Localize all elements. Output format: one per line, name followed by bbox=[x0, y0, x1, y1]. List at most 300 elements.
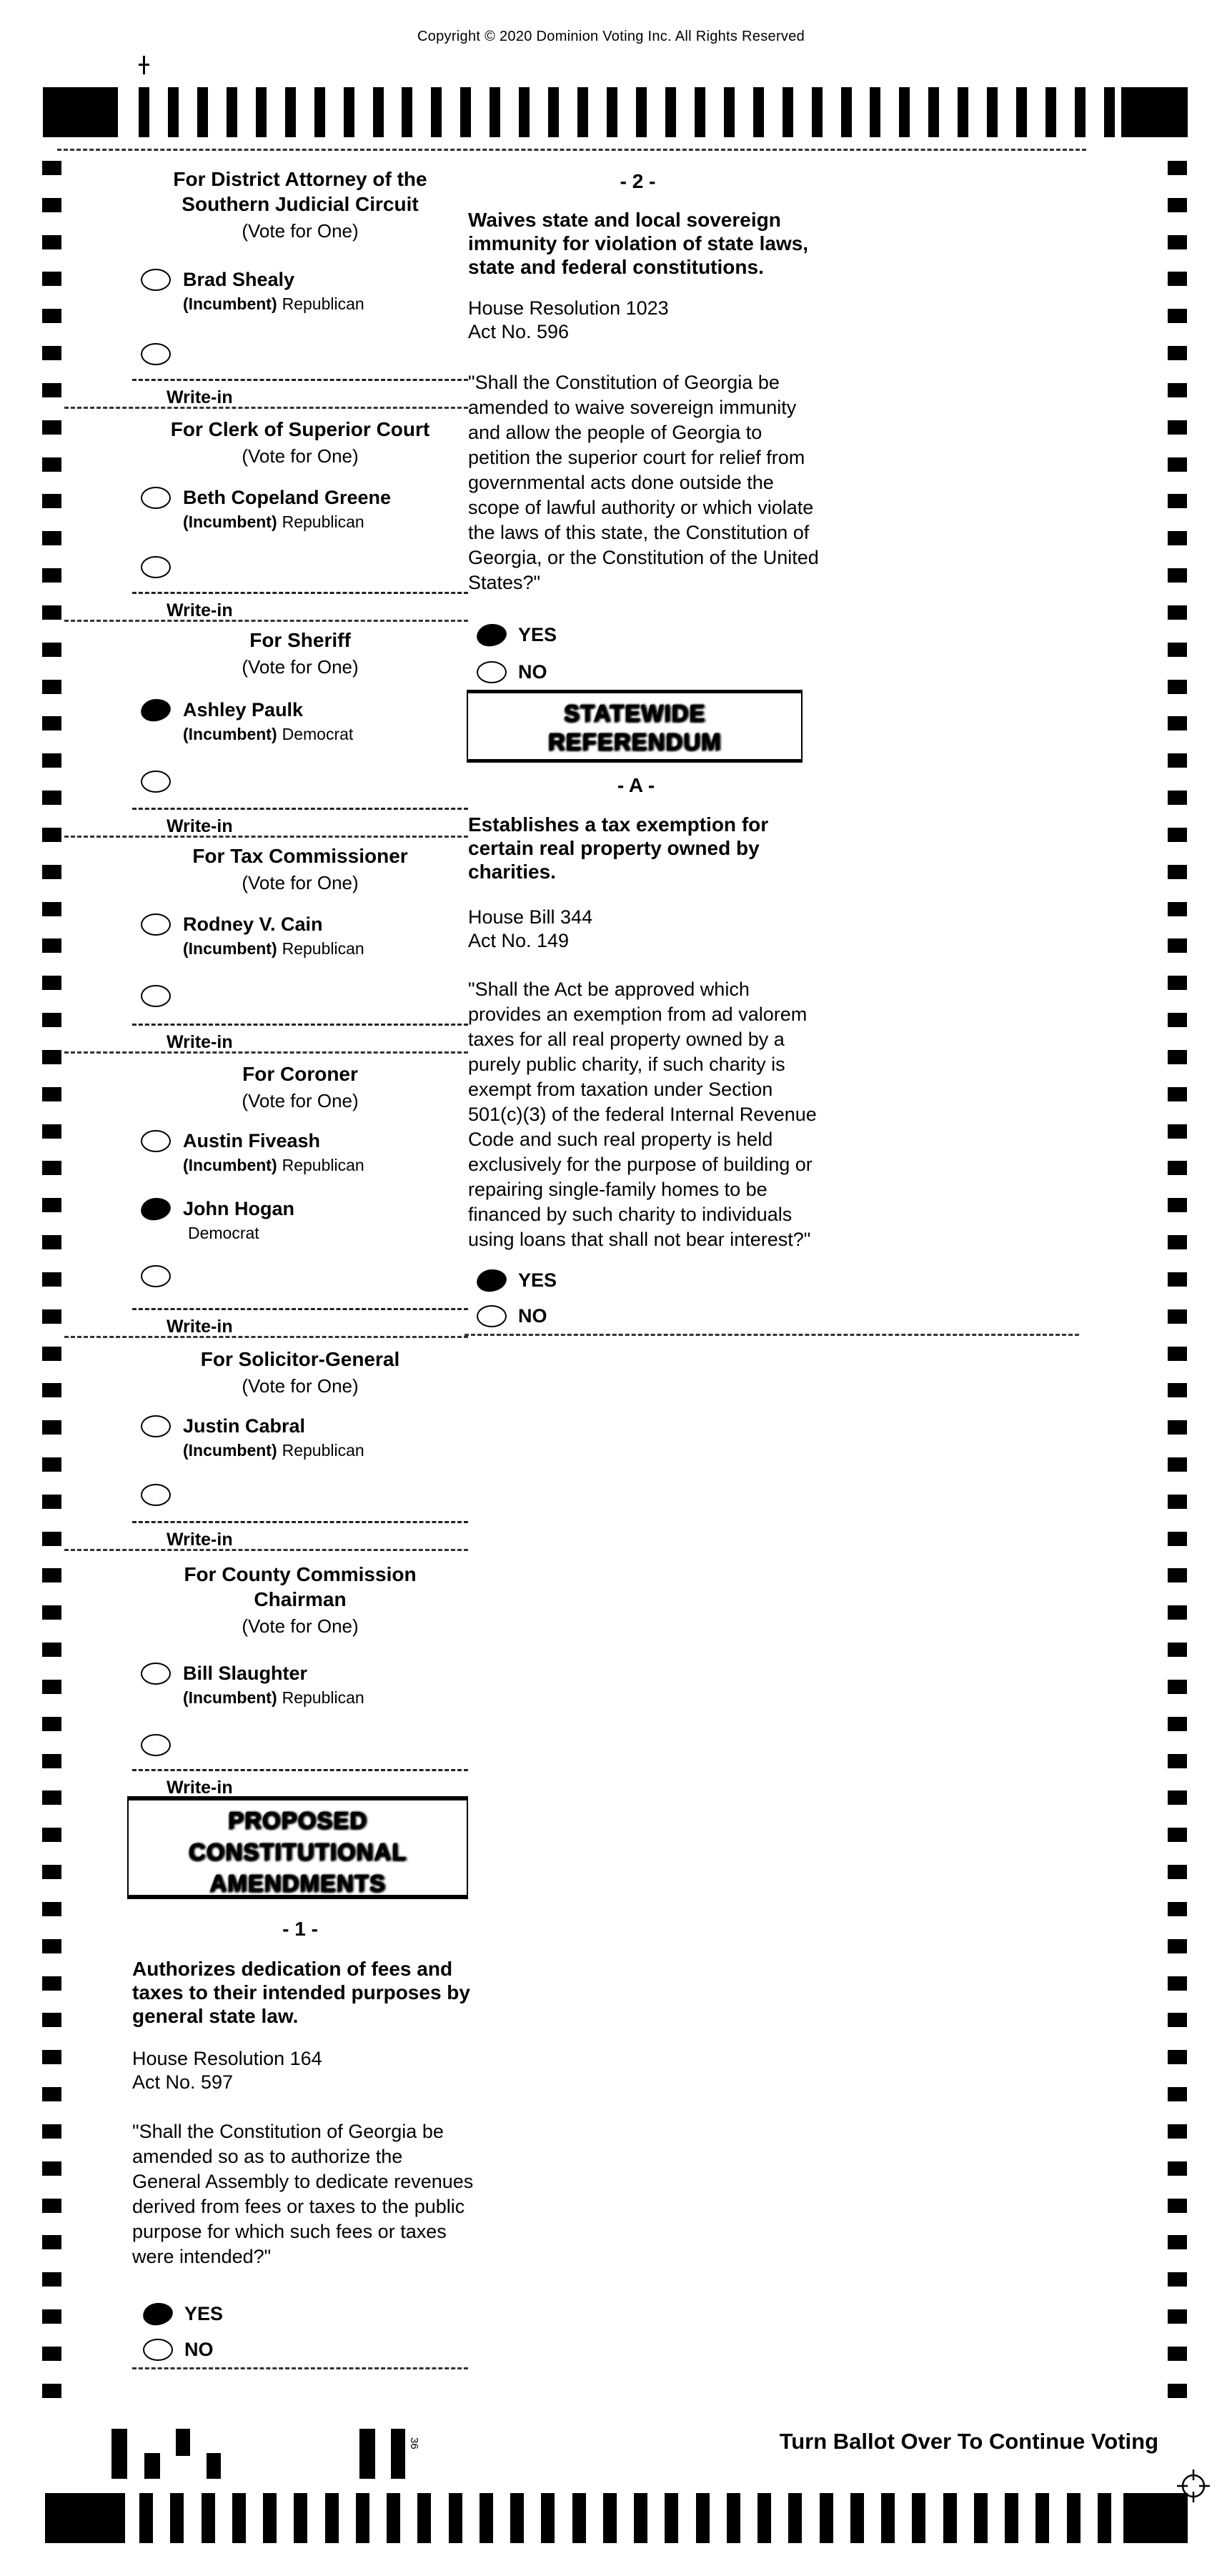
yes-oval-filled[interactable] bbox=[141, 2302, 174, 2327]
timing-mark bbox=[42, 2013, 61, 2027]
timing-mark bbox=[42, 531, 61, 545]
timing-mark bbox=[42, 457, 61, 472]
timing-mark bbox=[42, 2272, 61, 2287]
contest-title: Southern Judicial Circuit bbox=[182, 193, 419, 215]
contest-title: For Sheriff bbox=[249, 629, 351, 651]
timing-mark bbox=[1168, 1013, 1187, 1027]
write-in-oval[interactable] bbox=[141, 1734, 171, 1756]
timing-mark bbox=[899, 87, 910, 137]
candidate-name: Ashley Paulk bbox=[183, 699, 304, 720]
timing-mark bbox=[1168, 420, 1187, 435]
timing-mark bbox=[1168, 161, 1187, 175]
timing-mark bbox=[1168, 1902, 1187, 1916]
timing-mark bbox=[1168, 1198, 1187, 1212]
timing-mark bbox=[285, 87, 296, 137]
timing-mark bbox=[1168, 531, 1187, 545]
timing-mark bbox=[42, 1976, 61, 1991]
candidate-party: (Incumbent) Republican bbox=[183, 294, 364, 313]
timing-mark bbox=[42, 420, 61, 435]
timing-block-bottom-left bbox=[45, 2493, 125, 2543]
no-oval[interactable] bbox=[477, 661, 507, 683]
timing-mark bbox=[850, 2493, 864, 2543]
timing-mark bbox=[636, 87, 647, 137]
vote-for-instruction: (Vote for One) bbox=[242, 445, 359, 467]
timing-mark bbox=[387, 2493, 400, 2543]
act-number-ref: Act No. 149 bbox=[468, 930, 570, 951]
contest-header-clerk bbox=[132, 417, 468, 467]
timing-mark bbox=[1168, 2013, 1187, 2027]
timing-mark bbox=[1168, 1383, 1187, 1397]
timing-mark bbox=[1168, 1050, 1187, 1064]
timing-mark bbox=[1168, 1605, 1187, 1620]
timing-mark bbox=[42, 1865, 61, 1879]
yes-oval-filled[interactable] bbox=[475, 1268, 507, 1293]
timing-block-top-left bbox=[43, 87, 118, 137]
write-in-section bbox=[132, 1521, 468, 1550]
timing-mark bbox=[42, 1235, 61, 1249]
amendments-section-box bbox=[127, 1796, 468, 1899]
timing-mark bbox=[139, 2493, 153, 2543]
no-oval[interactable] bbox=[143, 2339, 173, 2361]
timing-mark bbox=[42, 1457, 61, 1472]
timing-mark bbox=[139, 87, 149, 137]
timing-mark bbox=[42, 1790, 61, 1805]
timing-mark bbox=[1168, 457, 1187, 472]
timing-mark bbox=[1168, 346, 1187, 360]
timing-mark bbox=[256, 87, 267, 137]
timing-mark bbox=[42, 605, 61, 620]
measure-number: - 1 - bbox=[282, 1918, 318, 1940]
timing-mark bbox=[42, 716, 61, 730]
timing-mark bbox=[42, 902, 61, 916]
timing-mark bbox=[263, 2493, 277, 2543]
timing-mark bbox=[1168, 2309, 1187, 2324]
measure-number: - 2 - bbox=[620, 170, 656, 192]
yes-row bbox=[477, 1269, 557, 1292]
timing-mark bbox=[1168, 2272, 1187, 2287]
timing-mark bbox=[42, 1124, 61, 1139]
timing-mark bbox=[974, 2493, 988, 2543]
timing-mark bbox=[42, 1309, 61, 1324]
write-in-label: Write-in bbox=[167, 1317, 233, 1337]
no-label: NO bbox=[518, 1305, 547, 1327]
candidate-row bbox=[141, 1663, 364, 1708]
measure-question: "Shall the Constitution of Georgia be amended to waive sovereign immunity and allow the people of Georgia to petition the superior court for relief from governmental acts done outside the scope of lawful authority or which violate the laws of this state, the Constitution of Georgia, or the Constitution of the United States?" bbox=[468, 372, 819, 593]
timing-mark bbox=[42, 2347, 61, 2361]
timing-mark bbox=[958, 87, 968, 137]
timing-mark bbox=[841, 87, 852, 137]
timing-mark bbox=[1168, 1235, 1187, 1249]
timing-mark bbox=[480, 2493, 493, 2543]
timing-mark bbox=[1168, 1124, 1187, 1139]
timing-mark bbox=[1168, 309, 1187, 323]
timing-mark bbox=[42, 2050, 61, 2064]
timing-mark bbox=[757, 2493, 771, 2543]
timing-mark bbox=[202, 2493, 215, 2543]
yes-label: YES bbox=[518, 624, 557, 645]
timing-mark bbox=[1104, 87, 1115, 137]
ballot-barcode-bar bbox=[391, 2429, 405, 2479]
write-in-oval[interactable] bbox=[141, 985, 171, 1007]
candidate-row bbox=[141, 269, 364, 314]
timing-mark bbox=[42, 1050, 61, 1064]
timing-mark bbox=[1168, 1976, 1187, 1991]
timing-mark bbox=[42, 1717, 61, 1731]
contest-title: Chairman bbox=[254, 1588, 347, 1610]
timing-mark bbox=[417, 2493, 431, 2543]
timing-mark bbox=[1168, 791, 1187, 805]
candidate-row bbox=[141, 699, 353, 744]
timing-mark bbox=[1168, 605, 1187, 620]
timing-mark bbox=[197, 87, 208, 137]
vote-for-instruction: (Vote for One) bbox=[242, 1090, 359, 1111]
timing-mark bbox=[1168, 1347, 1187, 1361]
stub-number: 36 bbox=[408, 2437, 420, 2449]
timing-mark bbox=[42, 494, 61, 508]
write-in-line[interactable] bbox=[132, 379, 468, 381]
timing-mark bbox=[812, 87, 823, 137]
timing-mark bbox=[572, 2493, 586, 2543]
timing-mark bbox=[607, 87, 617, 137]
contest-header-sheriff bbox=[132, 628, 468, 678]
timing-mark bbox=[1168, 1309, 1187, 1324]
timing-mark bbox=[431, 87, 442, 137]
measure-references bbox=[468, 297, 808, 344]
timing-row-top bbox=[139, 87, 1115, 137]
timing-mark bbox=[1075, 87, 1086, 137]
turn-ballot-over-text: Turn Ballot Over To Continue Voting bbox=[779, 2429, 1158, 2454]
timing-mark bbox=[1168, 1161, 1187, 1175]
timing-mark bbox=[912, 2493, 925, 2543]
timing-mark bbox=[1168, 680, 1187, 694]
timing-mark bbox=[1168, 2161, 1187, 2176]
timing-mark bbox=[1168, 235, 1187, 249]
candidate-row bbox=[141, 1415, 364, 1460]
no-label: NO bbox=[518, 661, 547, 683]
yes-oval-filled[interactable] bbox=[475, 623, 507, 648]
timing-mark bbox=[42, 1532, 61, 1546]
timing-mark bbox=[42, 976, 61, 990]
timing-mark bbox=[870, 87, 880, 137]
write-in-oval[interactable] bbox=[141, 343, 171, 365]
contest-title: For Coroner bbox=[242, 1063, 358, 1085]
timing-mark bbox=[1168, 1939, 1187, 1953]
measure-summary: Authorizes dedication of fees and taxes to their intended purposes by general state law. bbox=[132, 1958, 470, 2027]
copyright-text: Copyright © 2020 Dominion Voting Inc. All Rights Reserved bbox=[417, 29, 805, 44]
timing-mark bbox=[634, 2493, 647, 2543]
timing-mark bbox=[42, 235, 61, 249]
timing-mark bbox=[1168, 568, 1187, 583]
timing-mark bbox=[1168, 1495, 1187, 1509]
contest-header-county-commission bbox=[132, 1562, 468, 1638]
timing-mark bbox=[42, 828, 61, 842]
timing-column-left bbox=[42, 161, 61, 2398]
vote-for-instruction: (Vote for One) bbox=[242, 1615, 359, 1637]
vote-oval[interactable] bbox=[141, 269, 171, 291]
write-in-section bbox=[132, 592, 468, 621]
timing-mark bbox=[42, 568, 61, 583]
section-divider-top bbox=[57, 149, 1086, 151]
timing-mark bbox=[42, 2384, 61, 2398]
timing-mark bbox=[42, 198, 61, 212]
timing-mark bbox=[1168, 2050, 1187, 2064]
candidate-party: (Incumbent) Republican bbox=[183, 1688, 364, 1707]
timing-mark bbox=[42, 1420, 61, 1435]
timing-mark bbox=[1168, 2199, 1187, 2213]
timing-mark bbox=[42, 2199, 61, 2213]
timing-mark bbox=[42, 272, 61, 286]
timing-column-right bbox=[1168, 161, 1187, 2398]
vote-oval-filled[interactable] bbox=[139, 1197, 172, 1222]
timing-mark bbox=[1016, 87, 1027, 137]
timing-mark bbox=[170, 2493, 184, 2543]
timing-mark bbox=[42, 2309, 61, 2324]
no-row bbox=[477, 661, 547, 683]
write-in-line[interactable] bbox=[132, 1024, 468, 1026]
timing-mark bbox=[1168, 938, 1187, 953]
section-divider bbox=[64, 1336, 468, 1338]
house-resolution-ref: House Resolution 1023 bbox=[468, 297, 669, 319]
timing-mark bbox=[402, 87, 412, 137]
write-in-line[interactable] bbox=[132, 808, 468, 810]
no-label: NO bbox=[184, 2339, 214, 2360]
candidate-party: (Incumbent) Democrat bbox=[183, 725, 354, 743]
timing-mark bbox=[42, 1643, 61, 1657]
timing-mark bbox=[42, 1828, 61, 1842]
candidate-row bbox=[141, 1130, 364, 1175]
timing-mark bbox=[1168, 1717, 1187, 1731]
write-in-oval[interactable] bbox=[141, 556, 171, 578]
timing-row-bottom bbox=[139, 2493, 1111, 2543]
candidate-name: Austin Fiveash bbox=[183, 1130, 321, 1151]
timing-mark bbox=[42, 1680, 61, 1694]
timing-mark bbox=[1168, 865, 1187, 879]
timing-mark bbox=[42, 1939, 61, 1953]
timing-mark bbox=[577, 87, 588, 137]
timing-mark bbox=[42, 1087, 61, 1101]
timing-mark bbox=[1168, 1680, 1187, 1694]
timing-mark bbox=[1168, 198, 1187, 212]
timing-mark bbox=[727, 2493, 740, 2543]
measure-question: "Shall the Constitution of Georgia be amended so as to authorize the General Assembly to dedicate revenues derived from fees or taxes to the public purpose for which such fees or taxes were intended?" bbox=[132, 2121, 474, 2267]
candidate-party: (Incumbent) Republican bbox=[183, 512, 364, 531]
candidate-row bbox=[141, 1198, 294, 1243]
timing-mark bbox=[1168, 716, 1187, 730]
timing-mark bbox=[42, 1568, 61, 1582]
timing-mark bbox=[1168, 2384, 1187, 2398]
write-in-line[interactable] bbox=[132, 592, 468, 594]
timing-mark bbox=[1168, 1087, 1187, 1101]
write-in-label: Write-in bbox=[167, 387, 233, 407]
write-in-section bbox=[132, 808, 468, 837]
referendum-section-box bbox=[467, 690, 803, 763]
candidate-row bbox=[141, 487, 391, 532]
timing-mark bbox=[783, 87, 793, 137]
timing-mark bbox=[42, 346, 61, 360]
timing-mark bbox=[1168, 643, 1187, 657]
candidate-name: Justin Cabral bbox=[183, 1415, 306, 1437]
section-divider bbox=[132, 2367, 468, 2369]
yes-label: YES bbox=[184, 2303, 224, 2324]
vote-oval[interactable] bbox=[141, 913, 171, 936]
vote-for-instruction: (Vote for One) bbox=[242, 656, 359, 678]
timing-mark bbox=[603, 2493, 617, 2543]
measure-number: - A - bbox=[617, 774, 655, 796]
timing-mark bbox=[42, 1161, 61, 1175]
timing-mark bbox=[42, 383, 61, 397]
timing-mark bbox=[42, 309, 61, 323]
candidate-party: (Incumbent) Republican bbox=[183, 1156, 364, 1174]
write-in-line[interactable] bbox=[132, 1308, 468, 1310]
timing-mark bbox=[1168, 1754, 1187, 1768]
timing-mark bbox=[987, 87, 998, 137]
timing-mark bbox=[1168, 1420, 1187, 1435]
write-in-label: Write-in bbox=[167, 816, 233, 836]
timing-mark bbox=[1168, 2124, 1187, 2139]
yes-row bbox=[477, 624, 557, 646]
vote-oval-filled[interactable] bbox=[139, 698, 172, 723]
timing-mark bbox=[490, 87, 500, 137]
contest-title: For County Commission bbox=[184, 1563, 417, 1585]
timing-mark bbox=[510, 2493, 524, 2543]
timing-mark bbox=[42, 2124, 61, 2139]
write-in-section bbox=[132, 1308, 468, 1337]
timing-mark bbox=[1168, 1568, 1187, 1582]
contest-title: For Solicitor-General bbox=[200, 1348, 400, 1370]
timing-mark bbox=[42, 1198, 61, 1212]
timing-mark bbox=[1168, 2347, 1187, 2361]
candidate-name: Bill Slaughter bbox=[183, 1663, 308, 1684]
timing-mark bbox=[294, 2493, 307, 2543]
write-in-oval[interactable] bbox=[141, 1265, 171, 1287]
candidate-party: Democrat bbox=[188, 1224, 259, 1242]
timing-block-top-right bbox=[1121, 87, 1188, 137]
ballot-barcode-bar bbox=[111, 2429, 127, 2479]
house-resolution-ref: House Resolution 164 bbox=[132, 2048, 322, 2069]
timing-mark bbox=[1168, 1828, 1187, 1842]
section-divider bbox=[64, 1051, 468, 1054]
write-in-oval[interactable] bbox=[141, 1484, 171, 1506]
candidate-name: Beth Copeland Greene bbox=[183, 487, 392, 508]
timing-mark bbox=[168, 87, 179, 137]
timing-mark bbox=[42, 1347, 61, 1361]
timing-mark bbox=[943, 2493, 957, 2543]
write-in-label: Write-in bbox=[167, 600, 233, 620]
write-in-section bbox=[132, 379, 468, 408]
timing-mark bbox=[928, 87, 939, 137]
timing-mark bbox=[665, 87, 676, 137]
act-number-ref: Act No. 597 bbox=[132, 2071, 234, 2093]
timing-mark bbox=[1067, 2493, 1081, 2543]
measure-question: "Shall the Act be approved which provides an exemption from ad valorem taxes for all real property owned by a purely public charity, if such charity is exempt from taxation under Section 501(c)(3) of the federal Internal Revenue Code and such real property is held exclusively for the purpose of building or repairing single-family homes to be financed by such charity to individuals using loans that shall not bear interest?" bbox=[468, 979, 817, 1250]
timing-mark bbox=[227, 87, 237, 137]
timing-mark bbox=[1168, 1790, 1187, 1805]
yes-label: YES bbox=[518, 1269, 557, 1291]
vote-oval[interactable] bbox=[141, 1663, 171, 1685]
vote-for-instruction: (Vote for One) bbox=[242, 220, 359, 242]
timing-mark bbox=[42, 2235, 61, 2249]
timing-mark bbox=[1005, 2493, 1018, 2543]
contest-title: For Clerk of Superior Court bbox=[170, 418, 430, 440]
timing-mark bbox=[356, 2493, 369, 2543]
timing-mark bbox=[548, 87, 559, 137]
timing-mark bbox=[42, 1272, 61, 1287]
measure-summary: Waives state and local sovereign immunity for violation of state laws, state and federal constitutions. bbox=[468, 209, 809, 278]
vote-oval[interactable] bbox=[141, 1415, 171, 1437]
timing-mark bbox=[1045, 87, 1056, 137]
no-oval[interactable] bbox=[477, 1305, 507, 1327]
timing-block-bottom-right bbox=[1123, 2493, 1188, 2543]
timing-mark bbox=[42, 1754, 61, 1768]
no-row bbox=[477, 1305, 547, 1327]
timing-mark bbox=[1098, 2493, 1111, 2543]
house-bill-ref: House Bill 344 bbox=[468, 906, 593, 928]
timing-mark bbox=[788, 2493, 802, 2543]
no-row bbox=[143, 2339, 214, 2361]
timing-mark bbox=[325, 2493, 339, 2543]
contest-header-solicitor-general bbox=[132, 1347, 468, 1397]
vote-oval[interactable] bbox=[141, 1130, 171, 1152]
timing-mark bbox=[519, 87, 530, 137]
write-in-line[interactable] bbox=[132, 1521, 468, 1523]
timing-mark bbox=[42, 1902, 61, 1916]
contest-header-coroner bbox=[132, 1061, 468, 1112]
vote-oval[interactable] bbox=[141, 487, 171, 509]
section-header-line: PROPOSED bbox=[227, 1807, 368, 1833]
measure-references bbox=[132, 2047, 468, 2094]
timing-mark bbox=[42, 1383, 61, 1397]
section-divider bbox=[64, 620, 468, 622]
timing-mark bbox=[1168, 1532, 1187, 1546]
write-in-section bbox=[132, 1024, 468, 1053]
timing-mark bbox=[460, 87, 471, 137]
contest-header-tax-commissioner bbox=[132, 843, 468, 894]
timing-mark bbox=[42, 1495, 61, 1509]
candidate-name: Brad Shealy bbox=[183, 269, 295, 290]
section-divider bbox=[465, 1334, 1079, 1336]
section-divider bbox=[64, 407, 468, 409]
timing-mark bbox=[1035, 2493, 1049, 2543]
timing-mark bbox=[695, 87, 705, 137]
timing-mark bbox=[696, 2493, 710, 2543]
section-header-line: AMENDMENTS bbox=[209, 1870, 386, 1896]
timing-mark bbox=[344, 87, 354, 137]
write-in-line[interactable] bbox=[132, 1769, 468, 1771]
write-in-oval[interactable] bbox=[141, 771, 171, 793]
vote-for-instruction: (Vote for One) bbox=[242, 872, 359, 893]
timing-mark bbox=[753, 87, 764, 137]
contest-title: For District Attorney of the bbox=[173, 168, 427, 190]
candidate-row bbox=[141, 913, 364, 958]
timing-mark bbox=[42, 865, 61, 879]
timing-mark bbox=[1168, 902, 1187, 916]
timing-mark bbox=[1168, 272, 1187, 286]
timing-mark bbox=[820, 2493, 833, 2543]
act-number-ref: Act No. 596 bbox=[468, 321, 570, 342]
section-divider bbox=[64, 1549, 468, 1551]
timing-mark bbox=[1168, 1865, 1187, 1879]
timing-mark bbox=[1168, 494, 1187, 508]
candidate-party: (Incumbent) Republican bbox=[183, 1441, 364, 1460]
timing-mark bbox=[42, 680, 61, 694]
write-in-section bbox=[132, 1769, 468, 1798]
vote-for-instruction: (Vote for One) bbox=[242, 1375, 359, 1397]
section-header-line: REFERENDUM bbox=[547, 728, 722, 755]
timing-mark bbox=[881, 2493, 895, 2543]
timing-mark bbox=[373, 87, 384, 137]
section-header-line: CONSTITUTIONAL bbox=[188, 1838, 407, 1865]
candidate-name: John Hogan bbox=[183, 1198, 294, 1219]
